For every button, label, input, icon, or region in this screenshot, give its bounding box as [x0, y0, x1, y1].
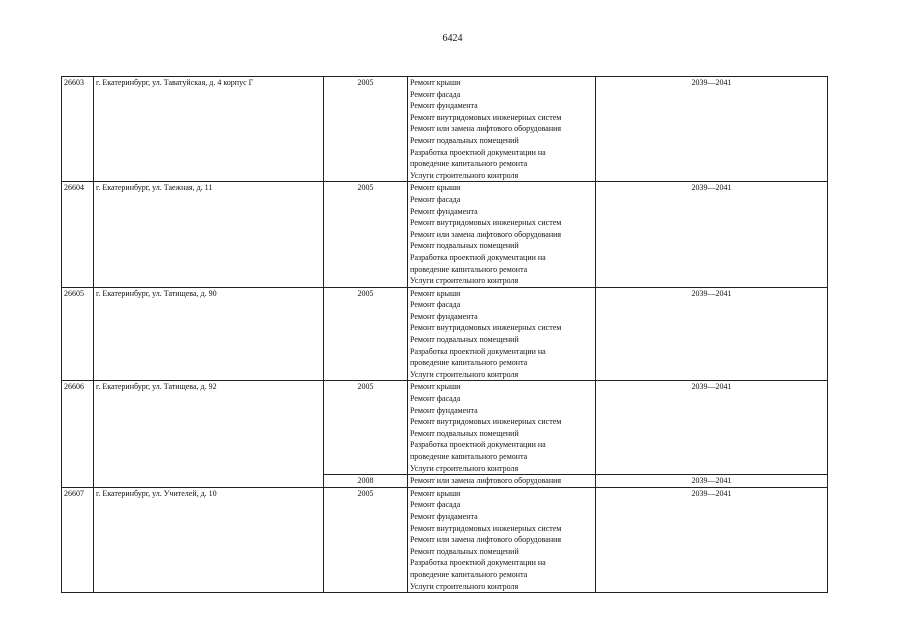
- repair-work-item: Ремонт фундамента: [410, 101, 478, 111]
- commissioning-year: 2005: [324, 77, 408, 182]
- repair-work-item: проведение капитального ремонта: [410, 358, 528, 368]
- repair-work-item: Ремонт фасада: [410, 300, 461, 310]
- page-number: 6424: [442, 33, 463, 44]
- repair-work-item: Ремонт внутридомовых инженерных систем: [410, 523, 562, 533]
- capital-repair-table: [61, 76, 828, 593]
- planned-period: 2039—2041: [596, 475, 828, 488]
- building-address: г. Екатеринбург, ул. Татищева, д. 90: [94, 287, 324, 381]
- repair-work-item: проведение капитального ремонта: [410, 159, 528, 169]
- repair-work-item: Ремонт крыши: [410, 382, 461, 392]
- record-number: 26606: [62, 381, 94, 487]
- table-row: [62, 182, 828, 287]
- repair-work-item: Ремонт фасада: [410, 194, 461, 204]
- repair-work-item: Услуги строительного контроля: [410, 463, 519, 473]
- repair-work-item: Разработка проектной документации на: [410, 346, 546, 356]
- repair-work-item: Ремонт фундамента: [410, 206, 478, 216]
- table-body: [62, 77, 828, 593]
- record-number: 26604: [62, 182, 94, 287]
- commissioning-year: 2008: [324, 475, 408, 488]
- repair-work-item: Ремонт или замена лифтового оборудования: [410, 476, 562, 486]
- repair-work-item: Ремонт крыши: [410, 288, 461, 298]
- planned-period: 2039—2041: [596, 487, 828, 592]
- repair-work-item: Ремонт фундамента: [410, 405, 478, 415]
- repair-work-item: Ремонт крыши: [410, 183, 461, 193]
- table-row: [62, 77, 828, 182]
- repair-work-item: Ремонт внутридомовых инженерных систем: [410, 112, 562, 122]
- repair-work-item: Ремонт или замена лифтового оборудования: [410, 535, 562, 545]
- repair-work-item: Услуги строительного контроля: [410, 581, 519, 591]
- repair-work-item: Ремонт фасада: [410, 394, 461, 404]
- repair-works-list: [408, 487, 596, 592]
- repair-work-item: Ремонт внутридомовых инженерных систем: [410, 323, 562, 333]
- repair-work-item: Ремонт подвальных помещений: [410, 135, 519, 145]
- repair-work-item: Разработка проектной документации на: [410, 147, 546, 157]
- commissioning-year: 2005: [324, 381, 408, 475]
- repair-work-item: Ремонт фасада: [410, 89, 461, 99]
- repair-work-item: Ремонт подвальных помещений: [410, 335, 519, 345]
- repair-work-item: Услуги строительного контроля: [410, 170, 519, 180]
- table-row: [62, 381, 828, 475]
- commissioning-year: 2005: [324, 487, 408, 592]
- planned-period: 2039—2041: [596, 381, 828, 475]
- repair-work-item: проведение капитального ремонта: [410, 264, 528, 274]
- commissioning-year: 2005: [324, 287, 408, 381]
- repair-work-item: Ремонт крыши: [410, 488, 461, 498]
- repair-works-list: [408, 287, 596, 381]
- repair-works-list: [408, 77, 596, 182]
- repair-work-item: Ремонт фундамента: [410, 311, 478, 321]
- building-address: г. Екатеринбург, ул. Таватуйская, д. 4 корпус Г: [94, 77, 324, 182]
- table-row: [62, 487, 828, 592]
- repair-works-list: [408, 475, 596, 488]
- repair-work-item: Ремонт подвальных помещений: [410, 428, 519, 438]
- record-number: 26607: [62, 487, 94, 592]
- repair-work-item: Ремонт или замена лифтового оборудования: [410, 229, 562, 239]
- repair-work-item: проведение капитального ремонта: [410, 569, 528, 579]
- repair-works-list: [408, 182, 596, 287]
- planned-period: 2039—2041: [596, 287, 828, 381]
- planned-period: 2039—2041: [596, 182, 828, 287]
- repair-work-item: Разработка проектной документации на: [410, 252, 546, 262]
- repair-work-item: Ремонт фасада: [410, 500, 461, 510]
- record-number: 26603: [62, 77, 94, 182]
- building-address: г. Екатеринбург, ул. Учителей, д. 10: [94, 487, 324, 592]
- repair-work-item: Ремонт подвальных помещений: [410, 546, 519, 556]
- repair-work-item: Ремонт фундамента: [410, 511, 478, 521]
- repair-work-item: Ремонт или замена лифтового оборудования: [410, 124, 562, 134]
- repair-work-item: Разработка проектной документации на: [410, 558, 546, 568]
- repair-work-item: Ремонт внутридомовых инженерных систем: [410, 218, 562, 228]
- planned-period: 2039—2041: [596, 77, 828, 182]
- repair-work-item: Ремонт подвальных помещений: [410, 241, 519, 251]
- repair-work-item: Ремонт внутридомовых инженерных систем: [410, 417, 562, 427]
- repair-work-item: Разработка проектной документации на: [410, 440, 546, 450]
- repair-work-item: Услуги строительного контроля: [410, 276, 519, 286]
- building-address: г. Екатеринбург, ул. Таежная, д. 11: [94, 182, 324, 287]
- table-row: [62, 287, 828, 381]
- repair-works-list: [408, 381, 596, 475]
- commissioning-year: 2005: [324, 182, 408, 287]
- building-address: г. Екатеринбург, ул. Татищева, д. 92: [94, 381, 324, 487]
- repair-work-item: Ремонт крыши: [410, 78, 461, 87]
- repair-work-item: Услуги строительного контроля: [410, 369, 519, 379]
- repair-work-item: проведение капитального ремонта: [410, 452, 528, 461]
- record-number: 26605: [62, 287, 94, 381]
